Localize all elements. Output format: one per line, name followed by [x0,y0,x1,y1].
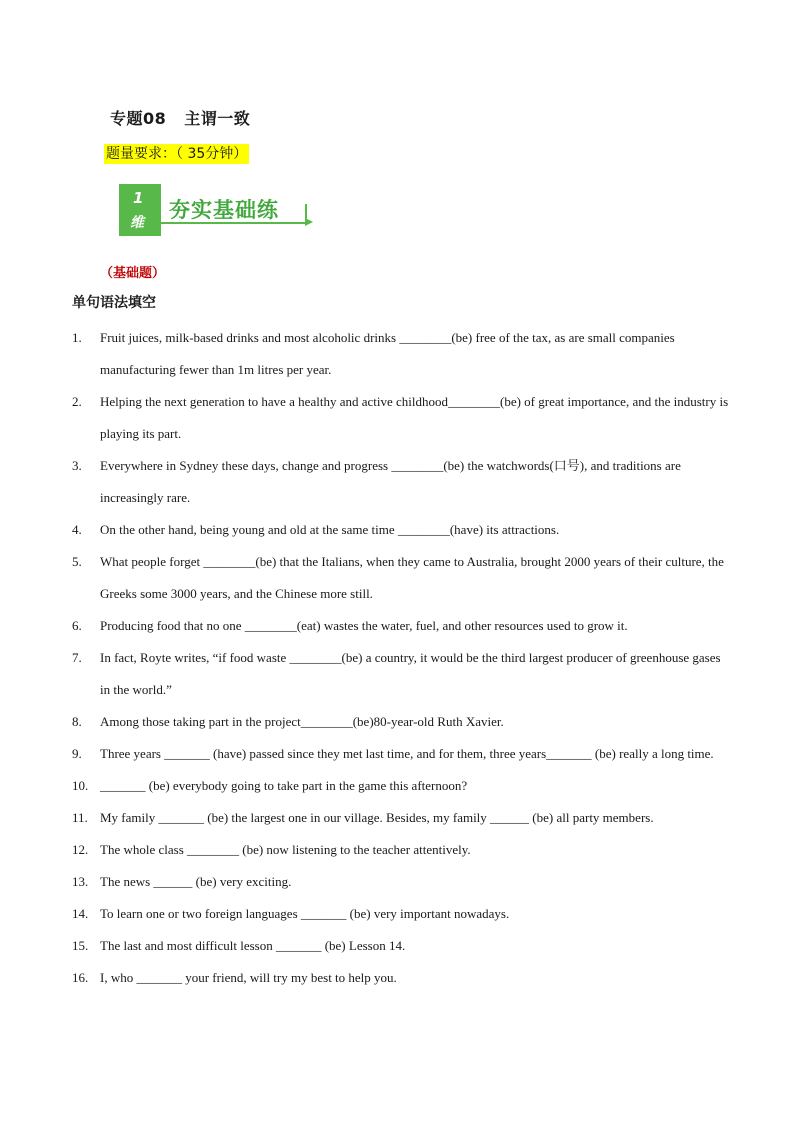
question-text: The whole class ________ (be) now listening to the teacher attentively. [100,842,471,857]
question-number: 3. [72,458,82,473]
question-number: 6. [72,618,82,633]
question-number: 9. [72,746,82,761]
question-number: 5. [72,554,82,569]
question-number: 2. [72,394,82,409]
question-number: 1. [72,330,82,345]
question-number: 12. [72,842,89,857]
question-item [72,322,732,386]
banner-unit: 维 [130,215,144,231]
question-number: 16. [72,970,89,985]
question-item [72,642,732,706]
question-text: My family _______ (be) the largest one in our village. Besides, my family ______ (be) all party members. [100,810,654,825]
question-number: 7. [72,650,82,665]
page-title [110,106,250,129]
topic-title: 主谓一致 [184,109,251,128]
question-text: In fact, Royte writes, “if food waste ________(be) a country, it would be the third largest producer of greenhouse gases in the world.” [100,650,721,697]
question-text: To learn one or two foreign languages _______ (be) very important nowadays. [100,906,510,921]
banner-title: 夯实基础练 [169,198,279,222]
difficulty-label: （基础题） [100,266,166,281]
question-text: Fruit juices, milk-based drinks and most alcoholic drinks ________(be) free of the tax, as are small companies manufacturing fewer than 1m litres per year. [100,330,675,377]
question-item [72,546,732,610]
banner-number: 1 [133,189,144,207]
question-number: 15. [72,938,89,953]
question-item [72,514,732,546]
question-text: Helping the next generation to have a healthy and active childhood________(be) of great importance, and the industry is playing its part. [100,394,729,441]
question-text: Producing food that no one ________(eat) wastes the water, fuel, and other resources used to grow it. [100,618,628,633]
question-text: Among those taking part in the project________(be)80-year-old Ruth Xavier. [100,714,504,729]
question-item [72,738,732,770]
question-text: Three years _______ (have) passed since they met last time, and for them, three years_______ (be) really a long time. [100,746,714,761]
section-banner [119,184,315,236]
question-item [72,834,732,866]
question-number: 14. [72,906,89,921]
question-item [72,930,732,962]
question-item [72,706,732,738]
question-number: 13. [72,874,89,889]
question-item [72,962,732,994]
question-item [72,610,732,642]
question-text: Everywhere in Sydney these days, change and progress ________(be) the watchwords(口号), and traditions are increasingly rare. [100,458,681,505]
question-item [72,802,732,834]
question-number: 10. [72,778,89,793]
question-text: I, who _______ your friend, will try my best to help you. [100,970,397,985]
topic-number: 专题08 [110,109,167,128]
question-number: 8. [72,714,82,729]
banner-arrow-icon [305,218,313,226]
section-title: 单句语法填空 [72,295,156,311]
question-item [72,898,732,930]
question-text: The news ______ (be) very exciting. [100,874,292,889]
question-list [72,322,732,994]
question-item [72,386,732,450]
question-text: The last and most difficult lesson _______ (be) Lesson 14. [100,938,406,953]
time-requirement: 题量要求：（ 35分钟） [106,146,248,162]
question-item [72,770,732,802]
banner-underline [161,222,307,224]
question-item [72,450,732,514]
question-item [72,866,732,898]
question-number: 4. [72,522,82,537]
question-text: On the other hand, being young and old at the same time ________(have) its attractions. [100,522,560,537]
question-number: 11. [72,810,88,825]
question-text: _______ (be) everybody going to take part in the game this afternoon? [100,778,468,793]
question-text: What people forget ________(be) that the Italians, when they came to Australia, brought 2000 years of their culture, the Greeks some 3000 years, and the Chinese more still. [100,554,724,601]
